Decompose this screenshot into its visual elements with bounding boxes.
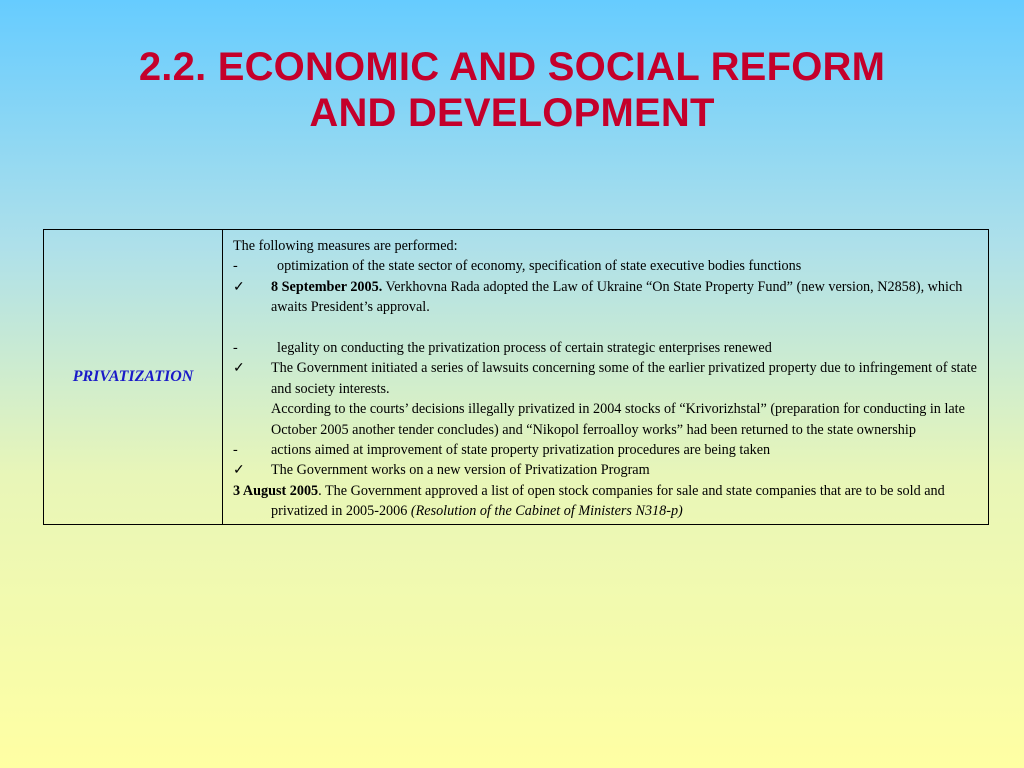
item-text: The Government initiated a series of lawsuits concerning some of the earlier privatized property due to infringement of state and society interests. xyxy=(271,360,977,397)
list-item xyxy=(233,256,978,276)
intro-text: The following measures are performed: xyxy=(233,238,458,254)
item-text: . The Government approved a list of open stock companies for sale and state companies that are to be sold and privatized in 2005-2006 xyxy=(271,482,945,520)
item-reference: (Resolution of the Cabinet of Ministers N318-p) xyxy=(410,503,683,520)
dash-marker: - xyxy=(233,258,238,275)
checkmark-icon: ✓ xyxy=(233,462,245,479)
item-text: legality on conducting the privatization process of certain strategic enterprises renewed xyxy=(277,340,772,357)
spacer xyxy=(233,318,978,338)
list-item xyxy=(233,460,978,480)
slide-title xyxy=(40,44,984,136)
list-item xyxy=(233,358,978,399)
item-text: optimization of the state sector of economy, specification of state executive bodies functions xyxy=(277,258,802,275)
table-row xyxy=(44,230,989,525)
dash-marker: - xyxy=(233,442,238,459)
checkmark-icon: ✓ xyxy=(233,360,245,377)
list-item xyxy=(233,338,978,358)
slide-title-line-2: AND DEVELOPMENT xyxy=(309,91,715,135)
item-text: actions aimed at improvement of state property privatization procedures are being taken xyxy=(271,442,771,459)
slide-title-line-1: 2.2. ECONOMIC AND SOCIAL REFORM xyxy=(138,45,886,89)
list-item xyxy=(233,481,978,522)
list-item xyxy=(233,277,978,318)
item-date: 3 August 2005 xyxy=(233,482,319,499)
row-label: PRIVATIZATION xyxy=(72,367,194,385)
item-note: According to the courts’ decisions illegally privatized in 2004 stocks of “Krivorizhstal” (preparation for conducting in late October 2005 another tender concludes) and “Nikopol ferroalloy works” had been returned to the state ownership xyxy=(271,401,965,438)
row-content-cell xyxy=(223,230,989,525)
item-date: 8 September 2005. xyxy=(271,278,383,295)
checkmark-icon: ✓ xyxy=(233,278,245,295)
item-text: Verkhovna Rada adopted the Law of Ukraine “On State Property Fund” (new version, N2858), which awaits President’s approval. xyxy=(271,278,963,316)
dash-marker: - xyxy=(233,340,238,357)
row-label-cell xyxy=(44,230,223,525)
list-item xyxy=(233,440,978,460)
item-text: The Government works on a new version of Privatization Program xyxy=(271,462,650,479)
privatization-table xyxy=(43,229,989,525)
